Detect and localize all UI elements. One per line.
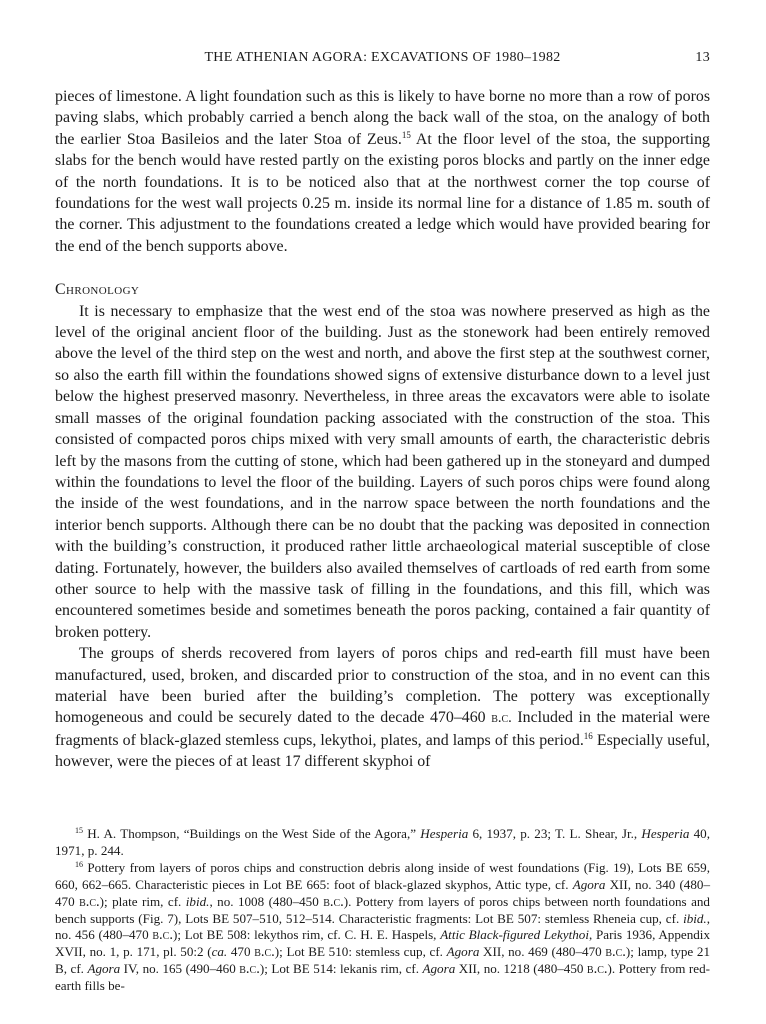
paragraph-3-text-a: The groups of sherds recovered from layers of poros chips and red-earth fill must have been manufactured, used, broken, and discarded prior to construction of the stoa, and in no event can this material have been buried after the building’s completion. The pottery was exceptionally homogeneous and could be securely dated to the decade 470–460 [55,645,710,727]
era-abbrev: b.c. [586,961,608,978]
body-text [55,86,710,773]
era-abbrev: b.c. [239,961,260,978]
journal-title: Hesperia [420,826,469,841]
footnote-16-text: XII, no. 469 (480–470 [479,944,606,960]
ibid: ibid. [185,893,210,909]
footnote-16-text: Pottery from layers of poros chips and construction debris along inside of west foundations (Fig. 19), Lots BE 659, 660, 662–665. Characteristic pieces in Lot BE 665: foot of black-glazed skyphos, Attic type, cf. [55,859,710,892]
paragraph-3 [55,643,710,772]
journal-title: Hesperia [641,826,690,841]
paragraph-3-text-b: Included in the material were fragments of black-glazed stemless cups, lekythoi, plates, and lamps of this period. [55,709,710,749]
footnote-16-text: XII, no. 1218 (480–450 [455,961,587,977]
series-title: Agora [422,961,456,977]
book-title: Attic Black-figured Lekythoi [440,927,589,943]
footnote-16-text: ); Lot BE 510: stemless cup, cf. [274,944,447,960]
paragraph-1 [55,86,710,257]
era-abbrev: b.c. [491,710,512,727]
footnote-16-text: , Paris 1936, Appendix XVII, no. 1, p. 171, pl. 50:2 ( [55,927,710,960]
footnote-15-number: 15 [75,826,83,835]
footnote-16-text: IV, no. 165 (490–460 [120,961,240,977]
footnote-16-number: 16 [75,859,83,869]
series-title: Agora [87,961,121,977]
running-head [55,50,710,70]
footnote-15-text: 6, 1937, p. 23; T. L. Shear, Jr., [468,826,642,841]
circa: ca. [211,944,228,960]
footnote-16-text: ). Pottery from layers of poros chips between north foundations and bench supports (Fig. 7), Lots BE 507–510, 512–514. Characteristic fragments: Lot BE 507: stemless Rheneia cup, cf. [55,893,710,926]
era-abbrev: b.c. [79,893,100,910]
paragraph-1-text-a: pieces of limestone. A light foundation such as this is likely to have borne no more than a row of poros paving slabs, which probably carried a bench along the back wall of the stoa, on the analogy of both the earlier Stoa Basileios and the later Stoa of Zeus. [55,88,710,148]
footnote-16-text: XII, no. 340 (480–470 [55,876,710,909]
ibid: ibid. [683,910,707,926]
era-abbrev: b.c. [152,927,173,944]
footnote-16-text: ); lamp, type 21 B, cf. [55,944,711,977]
era-abbrev: b.c. [323,893,344,910]
footnote-ref-15[interactable]: 15 [401,129,411,140]
page-number: 13 [695,50,710,65]
footnote-16-text: , no. 456 (480–470 [55,910,710,943]
series-title: Agora [446,944,480,960]
footnote-16-text: , no. 1008 (480–450 [209,893,324,909]
footnote-16-text: 470 [227,944,255,960]
series-title: Agora [572,876,606,892]
footnote-16-text: ); plate rim, cf. [99,893,186,909]
era-abbrev: b.c. [605,944,626,961]
footnote-16-text: ). Pottery from red-earth fills be- [55,961,710,994]
paragraph-1-text-b: At the floor level of the stoa, the supporting slabs for the bench would have rested partly on the existing poros blocks and partly on the inner edge of the north foundations. It is to be noticed also that at the northwest corner the top course of foundations for the west wall projects 0.25 m. inside its normal line for a distance of 1.85 m. south of the corner. This adjustment to the foundations created a ledge which would have provided bearing for the end of the bench supports above. [55,130,710,255]
section-heading: Chronology [55,281,140,299]
era-abbrev: b.c. [254,944,275,961]
running-title: THE ATHENIAN AGORA: EXCAVATIONS OF 1980–1982 [204,50,561,65]
paragraph-3-text-c: Especially useful, however, were the pieces of at least 17 different skyphoi of [55,731,710,771]
footnotes [55,826,710,995]
footnote-16 [55,860,710,995]
footnote-16-text: ); Lot BE 514: lekanis rim, cf. [259,961,423,977]
footnote-16-text: ); Lot BE 508: lekythos rim, cf. C. H. E. Haspels, [172,927,441,943]
footnote-15 [55,826,710,860]
footnote-15-text: H. A. Thompson, “Buildings on the West Side of the Agora,” [83,826,421,841]
paragraph-2: It is necessary to emphasize that the west end of the stoa was nowhere preserved as high as the level of the original ancient floor of the building. Just as the stonework had been entirely removed above the level of the third step on the west and north, and above the first step at the southwest corner, so also the earth fill within the foundations showed signs of extensive disturbance down to a level just below the highest preserved masonry. Nevertheless, in three areas the excavators were able to isolate small masses of the original foundation packing associated with the construction of the stoa. This consisted of compacted poros chips mixed with very small amounts of earth, the characteristic debris left by the masons from the cutting of stone, which had been gathered up in the stoneyard and dumped within the foundations to level the floor of the building. Layers of such poros chips were found along the inside of the west foundations, and in the narrow space between the north foundations and the interior bench supports. Although there can be no doubt that the packing was deposited in connection with the building’s construction, it produced rather little archaeological material susceptible of close dating. Fortunately, however, the builders also availed themselves of cartloads of red earth from some other source to help with the massive task of filling in the foundations, and this fill, which was encountered sometimes beside and sometimes beneath the poros packing, contained a fair quantity of broken pottery. [55,302,710,641]
footnote-ref-16[interactable]: 16 [583,730,593,741]
footnote-15-text: 40, 1971, p. 244. [55,826,710,858]
